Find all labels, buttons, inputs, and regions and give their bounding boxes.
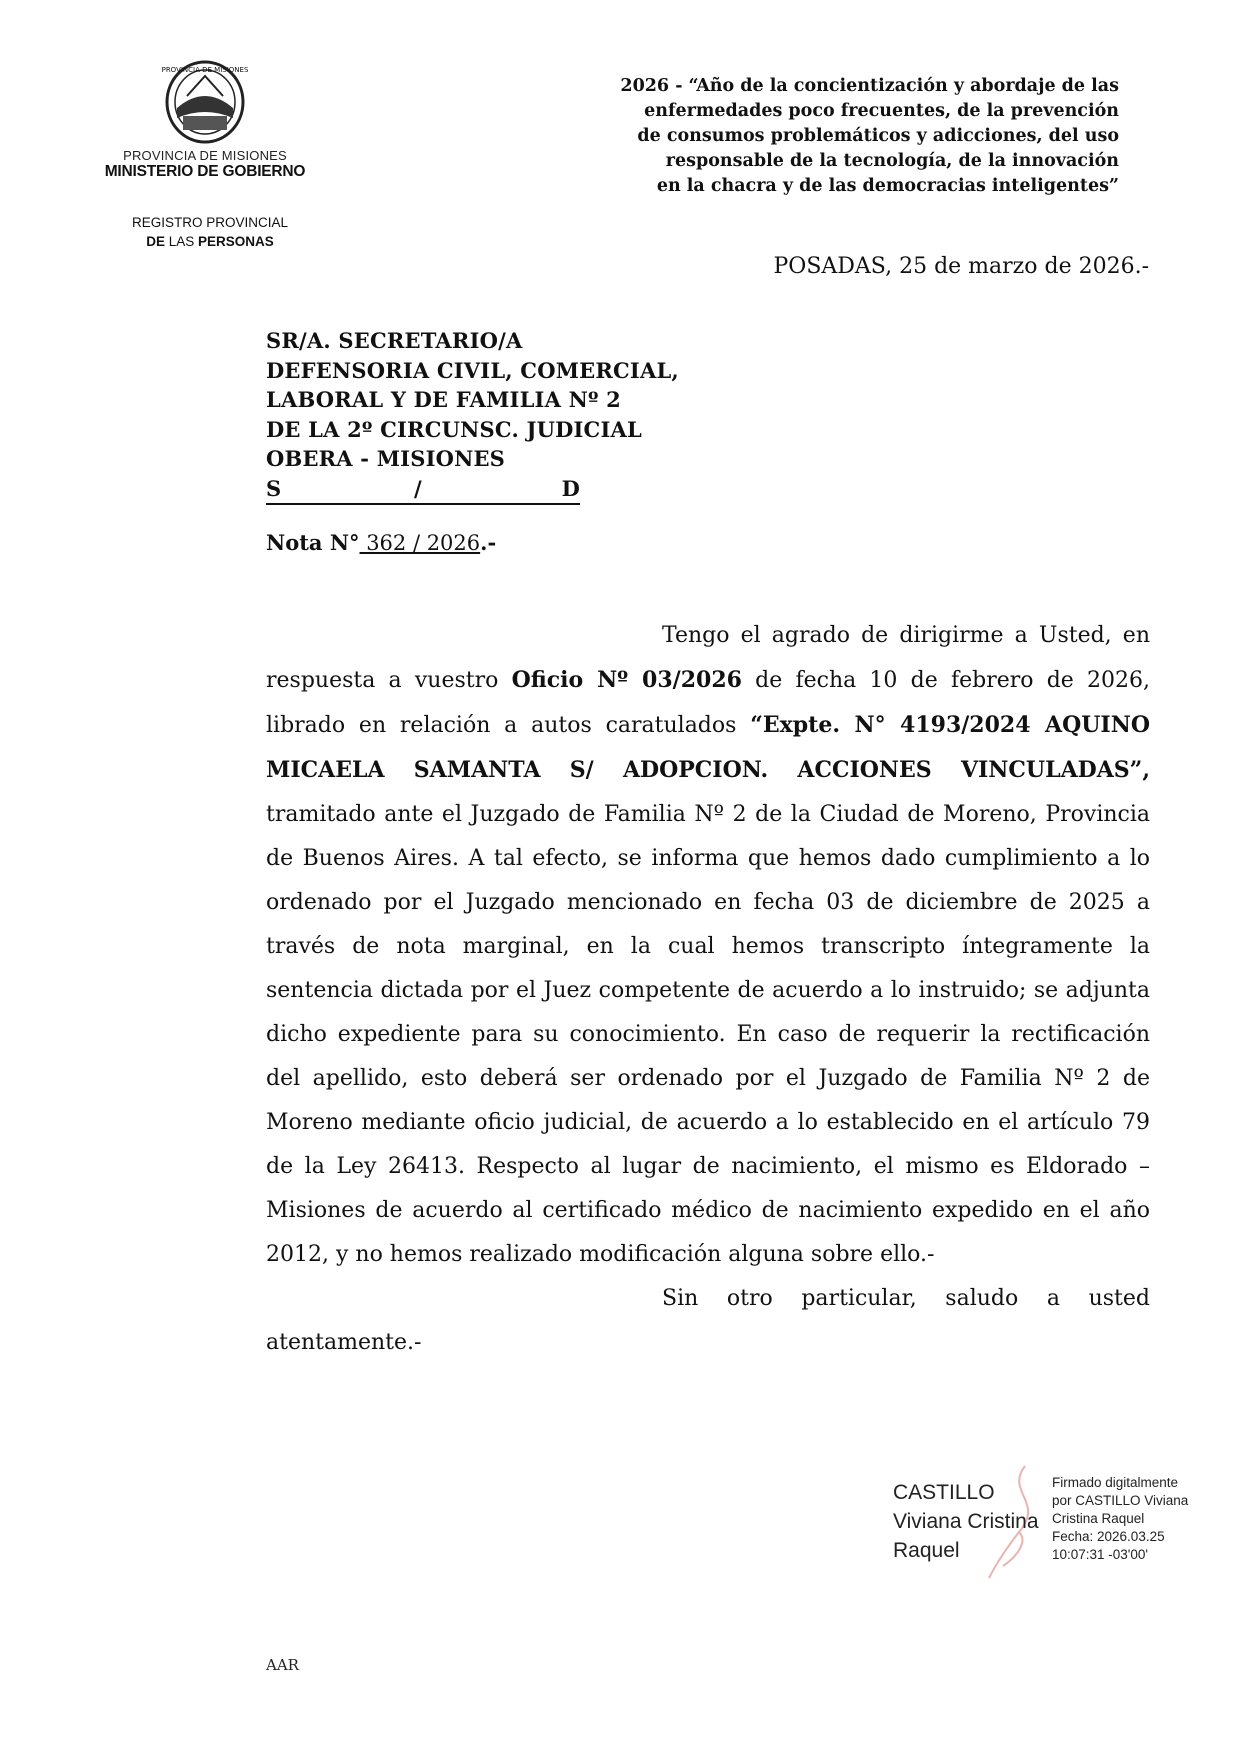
svg-text:PROVINCIA DE MISIONES: PROVINCIA DE MISIONES — [161, 66, 249, 74]
motto-line: responsable de la tecnología, de la innovación — [665, 151, 1119, 171]
registry-line-1: REGISTRO PROVINCIAL — [131, 215, 289, 230]
motto-line: de consumos problemáticos y adicciones, del uso — [637, 126, 1119, 146]
addressee-line: SR/A. SECRETARIO/A — [266, 328, 523, 353]
note-number: Nota N° 362 / 2026.- — [266, 530, 497, 555]
official-motto — [479, 74, 1119, 199]
note-value: 362 / 2026 — [359, 531, 481, 555]
sd-line: S / D — [266, 474, 580, 505]
registry-label — [115, 213, 305, 251]
motto-line: enfermedades poco frecuentes, de la prevención — [644, 101, 1119, 121]
addressee-line: DE LA 2º CIRCUNSC. JUDICIAL — [266, 416, 642, 442]
paragraph-main: Tengo el agrado de dirigirme a Usted, en respuesta a vuestro Oficio Nº 03/2026 de fecha 10 de febrero de 2026, librado en relación a autos caratulados “Expte. N° 4193/2024 AQUINO MICAELA SAMANTA S/ ADOPCION. ACCIONES VINCULADAS”, tramitado ante el Juzgado de Familia Nº 2 de la Ciudad de Moreno, Provincia de Buenos Aires. A tal efecto, se informa que hemos dado cumplimiento a lo ordenado por el Juzgado mencionado en fecha 03 de diciembre de 2025 a través de nota marginal, en la cual hemos transcripto íntegramente la sentencia dictada por el Juez competente de acuerdo a lo instruido; se adjunta dicho expediente para su conocimiento. En caso de requerir la rectificación del apellido, esto deberá ser ordenado por el Juzgado de Familia Nº 2 de Moreno mediante oficio judicial, de acuerdo a lo establecido en el artículo 79 de la Ley 26413. Respecto al lugar de nacimiento, el mismo es Eldorado – Misiones de acuerdo al certificado médico de nacimiento expedido en el año 2012, y no hemos realizado modificación alguna sobre ello.- — [266, 623, 1150, 1267]
date-line: POSADAS, 25 de marzo de 2026.- — [773, 254, 1149, 279]
addressee-line: OBERA - MISIONES — [266, 446, 506, 471]
addressee-block — [266, 326, 679, 505]
digital-signature-info: Firmado digitalmente por CASTILLO Viviana Cristina Raquel Fecha: 2026.03.25 10:07:31 -03'00' — [1052, 1475, 1189, 1562]
province-label: PROVINCIA DE MISIONES — [123, 148, 287, 163]
provincial-seal-icon — [159, 56, 251, 146]
addressee-line: DEFENSORIA CIVIL, COMERCIAL, — [266, 357, 679, 383]
paragraph-closing: Sin otro particular, saludo a usted atentamente.- — [266, 1286, 1150, 1355]
note-label: Nota N° — [266, 530, 360, 555]
registry-line-2: DE LAS PERSONAS — [146, 234, 274, 249]
author-initials: AAR — [266, 1656, 299, 1674]
addressee-line: LABORAL Y DE FAMILIA Nº 2 — [266, 387, 621, 412]
ministry-label: MINISTERIO DE GOBIERNO — [104, 163, 306, 180]
letter-body — [266, 614, 1150, 1365]
motto-line: en la chacra y de las democracias inteligentes” — [656, 176, 1119, 196]
signer-name: CASTILLO Viviana Cristina Raquel — [893, 1481, 1039, 1562]
motto-line: 2026 - “Año de la concientización y abordaje de las — [620, 76, 1119, 96]
